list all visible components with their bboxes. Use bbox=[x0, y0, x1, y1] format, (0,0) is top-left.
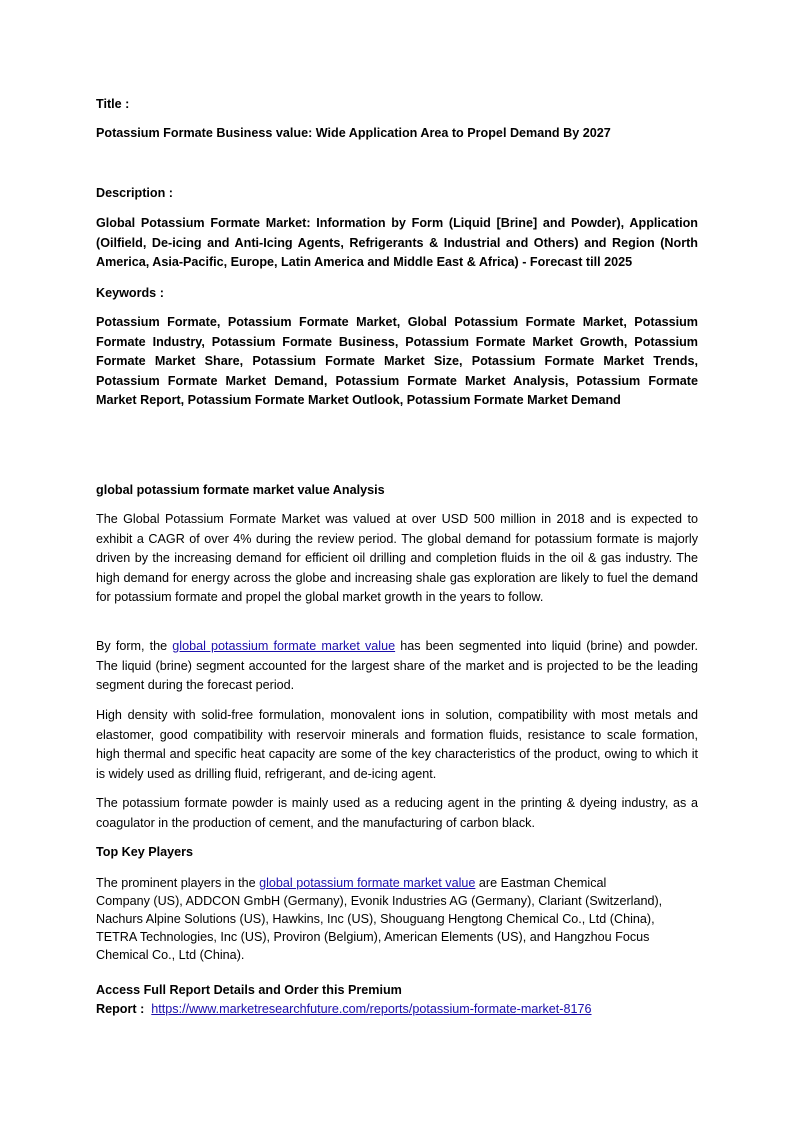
players-text-post: are Eastman Chemical bbox=[475, 876, 607, 890]
title-label: Title : bbox=[96, 97, 130, 111]
p2-text-post: has been segmented into liquid (brine) and powder. The liquid (brine) segment accounted for the largest share of the market and is projected to be the leading segment during the forecast period. bbox=[96, 639, 698, 692]
analysis-paragraph-2 bbox=[96, 637, 698, 696]
players-line: Company (US), ADDCON GmbH (Germany), Evonik Industries AG (Germany), Clariant (Switzerland), bbox=[96, 894, 663, 908]
players-market-link[interactable]: global potassium formate market value bbox=[259, 876, 476, 890]
keywords-label: Keywords : bbox=[96, 286, 164, 300]
players-line: TETRA Technologies, Inc (US), Proviron (Belgium), American Elements (US), and Hangzhou Focus bbox=[96, 930, 650, 944]
players-line: Chemical Co., Ltd (China). bbox=[96, 948, 245, 962]
keywords-text: Potassium Formate, Potassium Formate Market, Global Potassium Formate Market, Potassium Formate Industry, Potassium Formate Business, Potassium Formate Market Growth, Potassium Formate Market Share, Potassium Formate Market Size, Potassium Formate Market Trends, Potassium Formate Market Demand, Potassium Formate Market Analysis, Potassium Formate Market Report, Potassium Formate Market Outlook, Potassium Formate Market Demand bbox=[96, 315, 698, 407]
market-value-link[interactable]: global potassium formate market value bbox=[172, 639, 396, 653]
analysis-paragraph-4: The potassium formate powder is mainly used as a reducing agent in the printing & dyeing industry, as a coagulator in the production of cement, and the manufacturing of carbon black. bbox=[96, 796, 698, 830]
description-label: Description : bbox=[96, 186, 173, 200]
report-url-link[interactable]: https://www.marketresearchfuture.com/reports/potassium-formate-market-8176 bbox=[151, 1002, 592, 1016]
analysis-paragraph-1: The Global Potassium Formate Market was valued at over USD 500 million in 2018 and is expected to exhibit a CAGR of over 4% during the review period. The global demand for potassium formate is majorly driven by the increasing demand for efficient oil drilling and completion fluids in the oil & gas industry. The high demand for energy across the globe and increasing shale gas exploration are likely to fuel the demand for potassium formate and propel the global market growth in the years to follow. bbox=[96, 512, 698, 604]
players-heading: Top Key Players bbox=[96, 845, 194, 859]
players-line: Nachurs Alpine Solutions (US), Hawkins, Inc (US), Shouguang Hengtong Chemical Co., Ltd (China), bbox=[96, 912, 655, 926]
players-paragraph bbox=[96, 874, 698, 964]
report-label: Report : bbox=[96, 1002, 145, 1016]
access-section bbox=[96, 981, 698, 1019]
description-text: Global Potassium Formate Market: Information by Form (Liquid [Brine] and Powder), Application (Oilfield, De-icing and Anti-Icing Agents, Refrigerants & Industrial and Others) and Region (North America, Asia-Pacific, Europe, Latin America and Middle East & Africa) - Forecast till 2025 bbox=[96, 216, 698, 269]
analysis-paragraph-3: High density with solid-free formulation, monovalent ions in solution, compatibility with most metals and elastomer, good compatibility with reservoir minerals and formation fluids, resistance to scale formation, high thermal and specific heat capacity are some of the key characteristics of the product, owing to which it is widely used as drilling fluid, refrigerant, and de-icing agent. bbox=[96, 708, 698, 781]
access-heading: Access Full Report Details and Order this Premium bbox=[96, 983, 402, 997]
document-title: Potassium Formate Business value: Wide Application Area to Propel Demand By 2027 bbox=[96, 126, 611, 140]
p2-text-pre: By form, the bbox=[96, 639, 173, 653]
players-text-pre: The prominent players in the bbox=[96, 876, 260, 890]
analysis-heading: global potassium formate market value Analysis bbox=[96, 483, 385, 497]
